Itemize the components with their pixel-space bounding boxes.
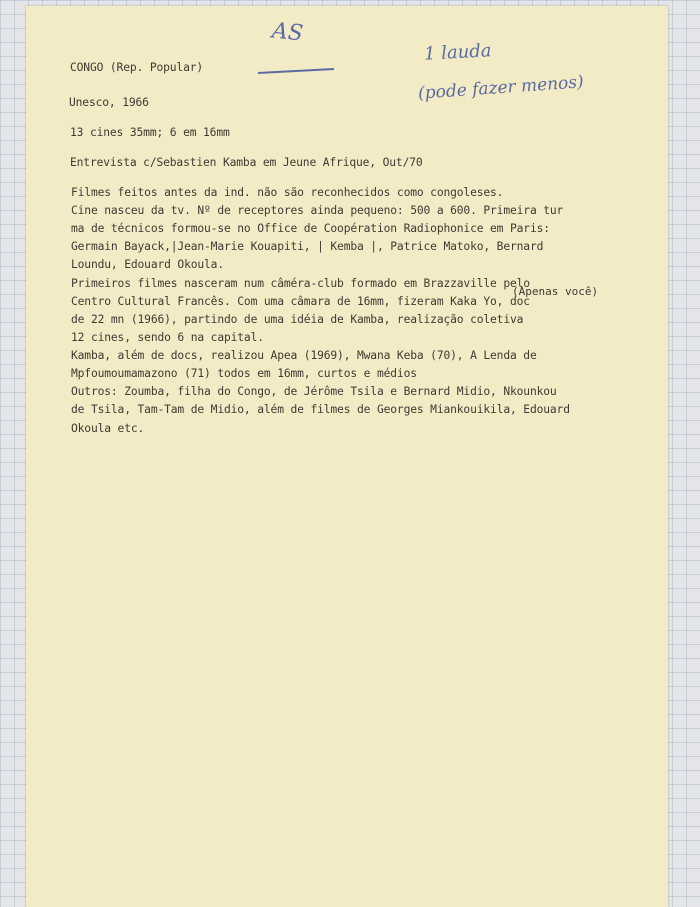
body-line: Primeiros filmes nasceram num câméra-club formado em Brazzaville pelo: [71, 277, 530, 290]
handwritten-initials: AS: [270, 18, 305, 47]
country-heading: CONGO (Rep. Popular): [70, 61, 204, 74]
body-line: Loundu, Edouard Okoula.: [71, 258, 224, 271]
handwritten-note-line1: 1 lauda: [423, 40, 493, 65]
body-line: Cine nasceu da tv. Nº de receptores ainda pequeno: 500 a 600. Primeira tur: [71, 204, 564, 217]
handwritten-underline: [258, 68, 334, 73]
body-line: ma de técnicos formou-se no Office de Coopération Radiophonice em Paris:: [71, 222, 550, 235]
body-line: de Tsila, Tam-Tam de Midio, além de filmes de Georges Miankouikila, Edouard: [71, 403, 570, 416]
body-line: Kamba, além de docs, realizou Apea (1969), Mwana Keba (70), A Lenda de: [71, 349, 537, 362]
body-line: Filmes feitos antes da ind. não são reconhecidos como congoleses.: [71, 186, 504, 199]
body-line: Centro Cultural Francês. Com uma câmara de 16mm, fizeram Kaka Yo, doc: [71, 295, 530, 308]
body-line: Germain Bayack,|Jean-Marie Kouapiti, | Kemba |, Patrice Matoko, Bernard: [71, 240, 544, 253]
handwritten-note-line2: (pode fazer menos): [417, 72, 585, 104]
typewritten-page: [26, 6, 668, 907]
body-line: Mpfoumoumamazono (71) todos em 16mm, curtos e médios: [71, 367, 417, 380]
interview-line: Entrevista c/Sebastien Kamba em Jeune Afrique, Out/70: [70, 156, 423, 169]
typed-insertion: (Apenas você): [512, 285, 599, 298]
cinemas-line: 13 cines 35mm; 6 em 16mm: [70, 126, 230, 139]
body-line: Okoula etc.: [71, 422, 145, 435]
body-line: de 22 mn (1966), partindo de uma idéia de Kamba, realização coletiva: [71, 313, 524, 326]
body-line: Outros: Zoumba, filha do Congo, de Jérôme Tsila e Bernard Midio, Nkounkou: [71, 385, 557, 398]
source-line: Unesco, 1966: [69, 96, 149, 109]
body-line: 12 cines, sendo 6 na capital.: [71, 331, 264, 344]
